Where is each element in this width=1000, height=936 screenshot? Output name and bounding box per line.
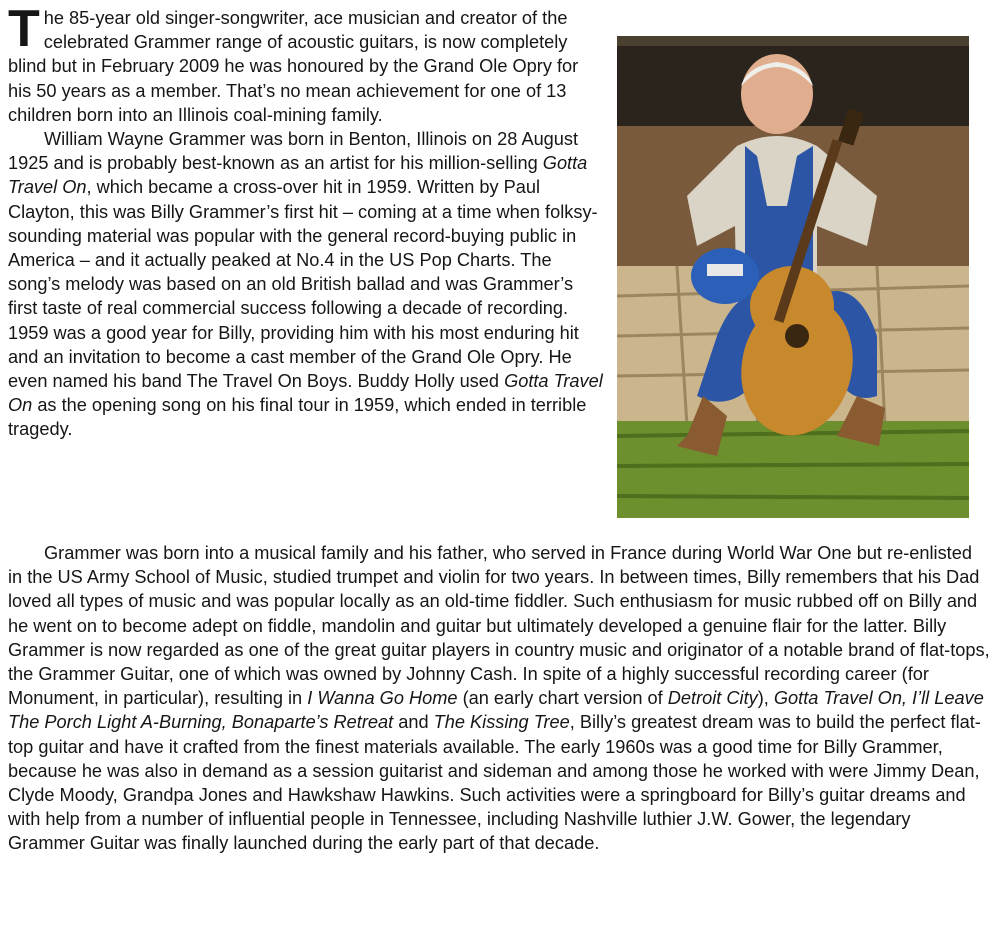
photo-illustration xyxy=(617,36,969,518)
paragraph-1-text: he 85-year old singer-songwriter, ace musician and creator of the celebrated Grammer range of acoustic guitars, is now completely blind but in February 2009 he was honoured by the Grand Ole Opry for his 50 years as a member. That’s no mean achievement for one of 13 children born into an Illinois coal-mining family. xyxy=(8,8,579,125)
song-title: Gotta Travel On xyxy=(8,371,603,416)
text-run: Grammer was born into a musical family and his father, who served in France during World War One but re-enlisted in the US Army School of Music, studied trumpet and violin for two years. In between times, Billy remembers that his Dad loved all types of music and was popular locally as an old-time fiddler. Such enthusiasm for music rubbed off on Billy and he went on to become adept on fiddle, mandolin and guitar but ultimately developed a genuine flair for the latter. Billy Grammer is now regarded as one of the great guitar players in country music and originator of a notable brand of flat-tops, the Grammer Guitar, one of which was owned by Johnny Cash. In spite of a highly successful recording career (for Monument, in particular), resulting in xyxy=(8,543,990,709)
song-title: Detroit City xyxy=(667,688,758,709)
paragraph-2 xyxy=(8,127,606,442)
paragraph-1 xyxy=(8,0,606,127)
text-run: ), xyxy=(757,688,774,709)
song-title: I Wanna Go Home xyxy=(307,688,458,709)
text-run: William Wayne Grammer was born in Benton, Illinois on 28 August 1925 and is probably best-known as an artist for his million-selling xyxy=(8,129,579,174)
article-column xyxy=(8,0,606,442)
song-title: Gotta Travel On xyxy=(8,153,588,198)
paragraph-3 xyxy=(8,541,990,856)
text-run: and xyxy=(393,712,434,733)
text-run: (an early chart version of xyxy=(457,688,668,709)
drop-cap: T xyxy=(8,0,40,58)
text-run: , Billy’s greatest dream was to build the perfect flat-top guitar and have it crafted from the finest materials available. The early 1960s was a good time for Billy Grammer, because he was also in demand as a session guitarist and sideman and among those he worked with were Jimmy Dean, Clyde Moody, Grandpa Jones and Hawkshaw Hawkins. Such activities were a springboard for Billy’s guitar dreams and with help from a number of influential people in Tennessee, including Nashville luthier J.W. Gower, the legendary Grammer Guitar was finally launched during the early part of that decade. xyxy=(8,712,981,854)
portrait-photo xyxy=(617,36,969,518)
text-run: , which became a cross-over hit in 1959. Written by Paul Clayton, this was Billy Grammer’s first hit – coming at a time when folksy-sounding material was popular with the general record-buying public in America – and it actually peaked at No.4 in the US Pop Charts. The song’s melody was based on an old British ballad and was Grammer’s first taste of real commercial success following a decade of recording. 1959 was a good year for Billy, providing him with his most enduring hit and an invitation to become a cast member of the Grand Ole Opry. He even named his band The Travel On Boys. Buddy Holly used xyxy=(8,177,598,392)
text-run: as the opening song on his final tour in 1959, which ended in terrible tragedy. xyxy=(8,395,587,440)
song-title: The Kissing Tree xyxy=(433,712,570,733)
article-full-width xyxy=(8,541,990,856)
song-title: Gotta Travel On, I’ll Leave The Porch Light A-Burning, Bonaparte’s Retreat xyxy=(8,688,984,733)
